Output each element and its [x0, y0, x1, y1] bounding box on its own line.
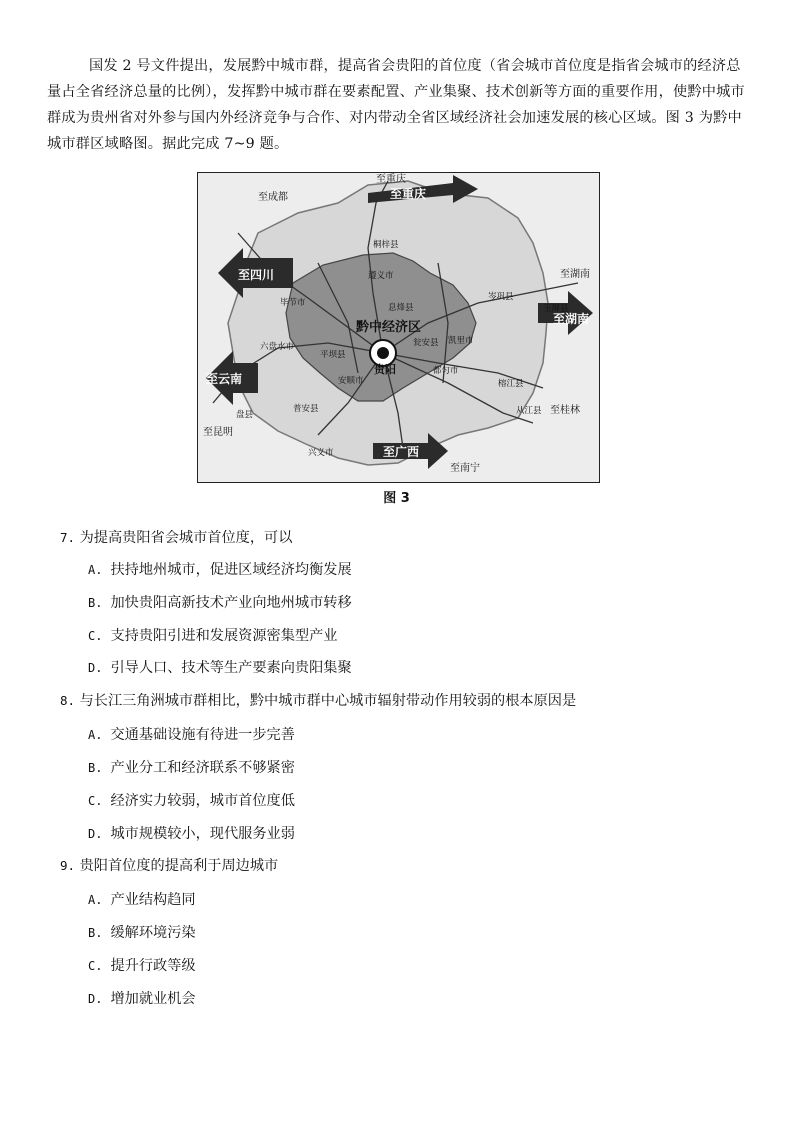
option-letter: B. [88, 926, 103, 940]
option-letter: C. [88, 629, 103, 643]
option-text: 产业分工和经济联系不够紧密 [110, 760, 295, 776]
label-rongjiang: 榕江县 [498, 379, 524, 389]
question-stem: 为提高贵阳省会城市首位度，可以 [79, 530, 293, 546]
option-text: 交通基础设施有待进一步完善 [110, 727, 295, 743]
label-to-chongqing-top: 至重庆 [376, 174, 406, 185]
option-letter: A. [88, 893, 103, 907]
label-to-yunnan: 至云南 [206, 372, 243, 386]
option-letter: C. [88, 794, 103, 808]
option-8b[interactable] [88, 757, 295, 777]
label-to-hunan-top: 至湖南 [560, 269, 590, 280]
option-letter: B. [88, 761, 103, 775]
option-7b[interactable] [88, 592, 352, 612]
option-letter: D. [88, 661, 103, 675]
label-to-guangxi: 至广西 [383, 445, 420, 459]
label-liupanshui: 六盘水市 [260, 342, 295, 352]
label-xifeng: 息烽县 [388, 303, 414, 313]
label-economic-zone: 黔中经济区 [356, 320, 422, 335]
option-text: 增加就业机会 [110, 991, 196, 1007]
option-8a[interactable] [88, 724, 295, 744]
option-letter: D. [88, 992, 103, 1006]
question-9 [60, 855, 278, 875]
option-text: 加快贵阳高新技术产业向地州城市转移 [110, 595, 352, 611]
option-text: 提升行政等级 [110, 958, 196, 974]
intro-paragraph: 国发 2 号文件提出，发展黔中城市群，提高省会贵阳的首位度（省会城市首位度是指省会城市的经济总量占全省经济总量的比例），发挥黔中城市群在要素配置、产业集聚、技术创新等方面的重要作用，使黔中城市群成为贵州省对外参与国内外经济竞争与合作、对内带动全省区域经济社会加速发展的核心区域。图 3 为黔中城市群区域略图。据此完成 7~9 题。 [47, 58, 745, 152]
question-7 [60, 527, 292, 547]
label-kaili: 凯里市 [448, 336, 474, 346]
label-pan: 盘县 [236, 410, 254, 420]
question-stem: 贵阳首位度的提高利于周边城市 [79, 858, 279, 874]
option-text: 支持贵阳引进和发展资源密集型产业 [110, 628, 338, 644]
option-9c[interactable] [88, 955, 196, 975]
option-text: 产业结构趋同 [110, 892, 196, 908]
question-8 [60, 690, 576, 710]
label-yuping: 玉屏县 [543, 304, 569, 314]
label-xingyi: 兴义市 [308, 448, 334, 458]
option-9d[interactable] [88, 988, 196, 1008]
option-9a[interactable] [88, 889, 196, 909]
label-to-nanning: 至南宁 [450, 463, 480, 474]
label-to-chongqing: 至重庆 [390, 187, 427, 201]
label-capital: 贵阳 [374, 363, 396, 376]
option-text: 经济实力较弱，城市首位度低 [110, 793, 295, 809]
label-tongzi: 桐梓县 [373, 240, 399, 250]
question-number: 7. [60, 530, 76, 545]
label-to-kunming: 至昆明 [203, 427, 233, 438]
option-letter: A. [88, 563, 103, 577]
label-to-hunan: 至湖南 [553, 312, 590, 326]
label-wengan: 瓮安县 [413, 338, 439, 348]
option-text: 扶持地州城市，促进区域经济均衡发展 [110, 562, 352, 578]
option-text: 引导人口、技术等生产要素向贵阳集聚 [110, 660, 352, 676]
question-number: 9. [60, 858, 76, 873]
label-pu-an: 普安县 [293, 404, 319, 414]
option-letter: D. [88, 827, 103, 841]
label-cengong: 岑巩县 [488, 292, 514, 302]
label-to-sichuan: 至四川 [238, 268, 275, 282]
region-map [198, 173, 599, 482]
label-anshun: 安顺市 [338, 376, 364, 386]
question-number: 8. [60, 693, 76, 708]
option-letter: C. [88, 959, 103, 973]
option-letter: B. [88, 596, 103, 610]
option-7a[interactable] [88, 559, 352, 579]
option-text: 缓解环境污染 [110, 925, 196, 941]
option-9b[interactable] [88, 922, 196, 942]
option-7c[interactable] [88, 625, 337, 645]
figure-caption: 图 3 [383, 491, 410, 506]
option-8c[interactable] [88, 790, 295, 810]
option-letter: A. [88, 728, 103, 742]
label-pingba: 平坝县 [320, 350, 346, 360]
label-zunyi: 遵义市 [368, 271, 394, 281]
label-duyun: 都匀市 [433, 366, 459, 376]
label-to-chengdu: 至成都 [258, 192, 288, 203]
question-stem: 与长江三角洲城市群相比，黔中城市群中心城市辐射带动作用较弱的根本原因是 [79, 693, 577, 709]
region-map-figure [197, 172, 600, 483]
label-congjiang: 从江县 [516, 406, 542, 416]
option-8d[interactable] [88, 823, 295, 843]
option-text: 城市规模较小，现代服务业弱 [110, 826, 295, 842]
label-bijie: 毕节市 [280, 298, 306, 308]
option-7d[interactable] [88, 657, 352, 677]
label-to-guilin: 至桂林 [550, 405, 580, 416]
